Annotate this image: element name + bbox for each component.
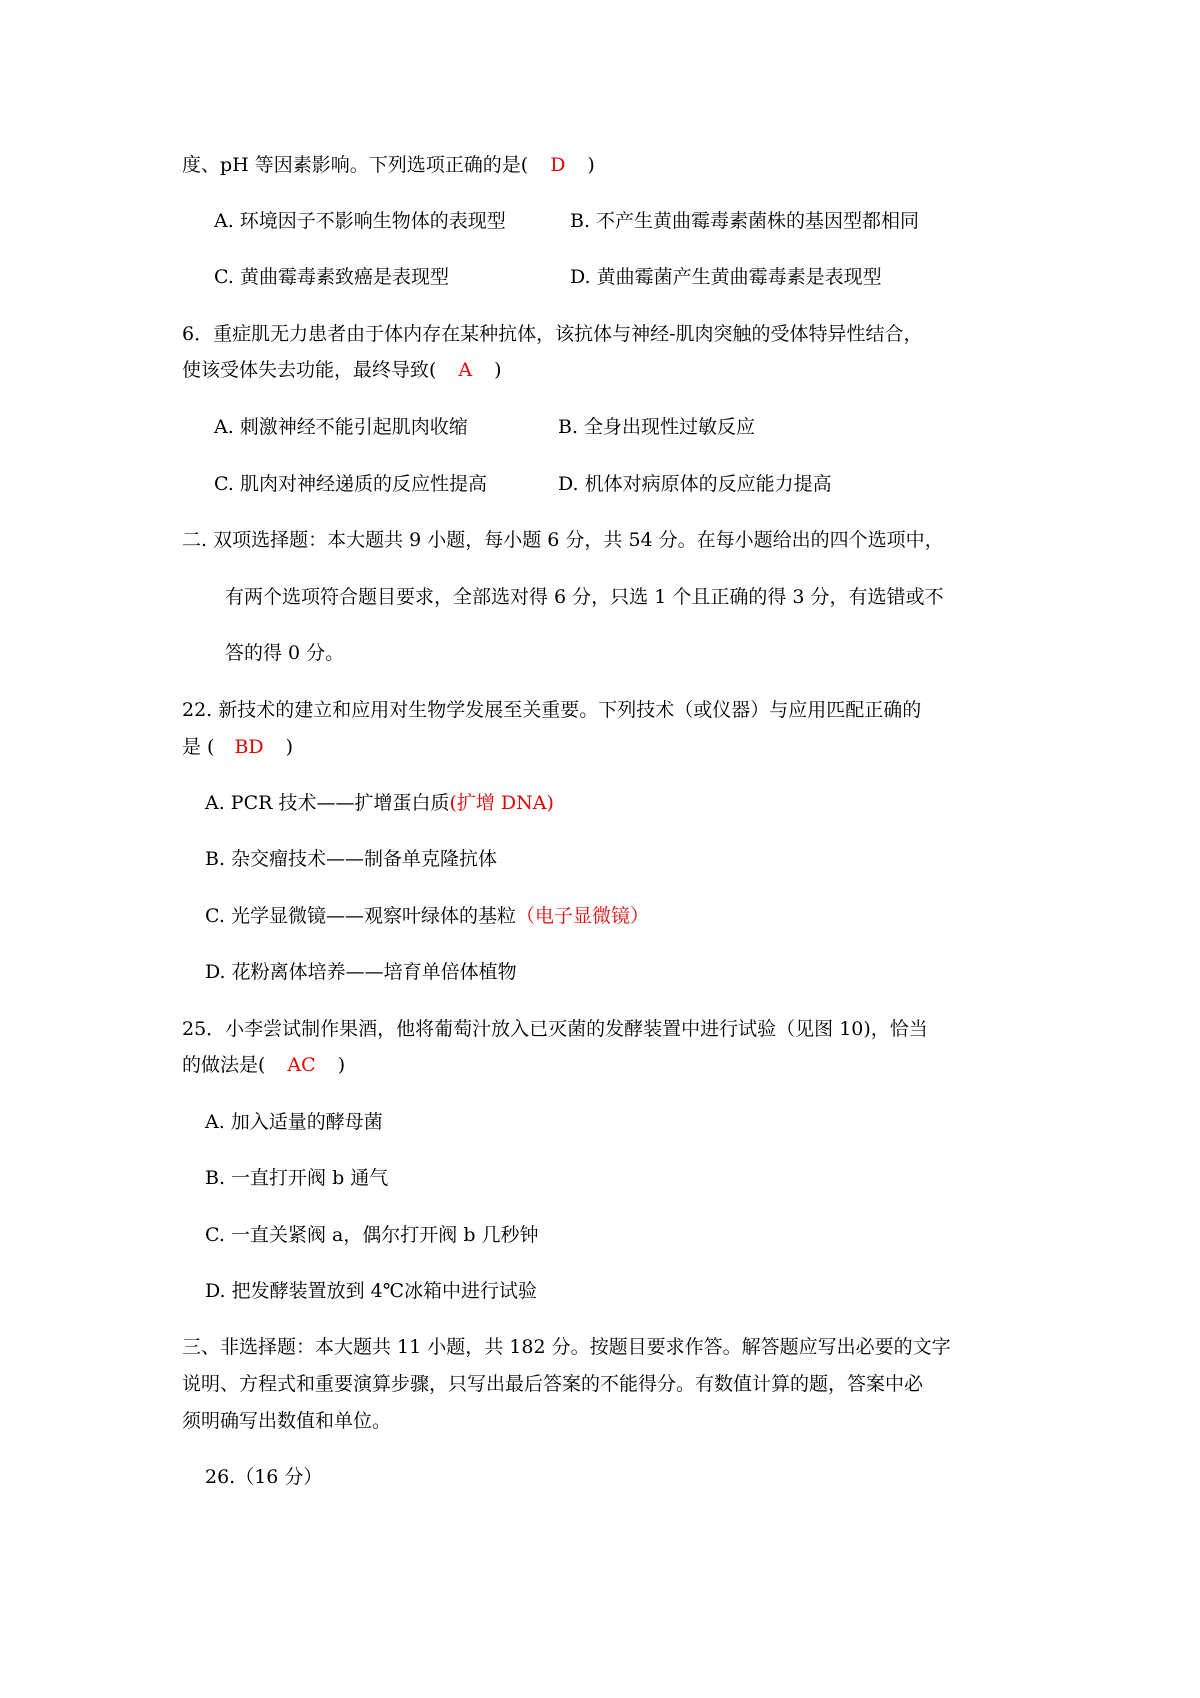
q22-option-a-text: A. PCR 技术——扩增蛋白质 (205, 792, 450, 814)
q25-option-d: D. 把发酵装置放到 4℃冰箱中进行试验 (205, 1280, 538, 1302)
q22-option-c-text: C. 光学显微镜——观察叶绿体的基粒 (205, 905, 516, 927)
q6-option-b: B. 全身出现性过敏反应 (558, 416, 756, 438)
q22-option-c (205, 903, 649, 929)
q6-close: ) (494, 359, 502, 381)
q6-option-d: D. 机体对病原体的反应能力提高 (558, 473, 832, 495)
q5-option-d: D. 黄曲霉菌产生黄曲霉毒素是表现型 (570, 266, 882, 288)
q22-option-c-note: （电子显微镜） (515, 905, 649, 927)
q22-answer: BD (234, 736, 264, 758)
q5-answer: D (550, 154, 566, 176)
q22-stem-text: 是 ( (182, 736, 215, 758)
section2-line2: 有两个选项符合题目要求，全部选对得 6 分，只选 1 个且正确的得 3 分，有选错或不 (225, 586, 944, 608)
q22-option-a-note: (扩增 DNA) (449, 792, 554, 814)
q5-option-b: B. 不产生黄曲霉毒素菌株的基因型都相同 (570, 210, 920, 232)
q25-option-a: A. 加入适量的酵母菌 (205, 1111, 383, 1133)
q25-stem-line1: 25．小李尝试制作果酒，他将葡萄汁放入已灭菌的发酵装置中进行试验（见图 10)，恰当 (182, 1018, 928, 1040)
section3-line1: 三、非选择题：本大题共 11 小题，共 182 分。按题目要求作答。解答题应写出必要的文字 (182, 1336, 951, 1358)
q6-stem-text: 使该受体失去功能，最终导致( (182, 359, 437, 381)
q22-close: ) (285, 736, 294, 758)
q6-answer: A (458, 359, 473, 381)
q25-stem-line2 (182, 1052, 345, 1078)
q25-answer: AC (287, 1054, 316, 1076)
section3-line3: 须明确写出数值和单位。 (182, 1410, 392, 1432)
q5-option-c: C. 黄曲霉毒素致癌是表现型 (214, 266, 449, 288)
q5-option-a: A. 环境因子不影响生物体的表现型 (214, 210, 506, 232)
q22-stem-line2 (182, 734, 293, 760)
section3-line2: 说明、方程式和重要演算步骤，只写出最后答案的不能得分。有数值计算的题，答案中必 (182, 1373, 924, 1395)
q6-option-c: C. 肌肉对神经递质的反应性提高 (214, 473, 487, 495)
section2-line3: 答的得 0 分。 (225, 642, 345, 664)
section2-line1: 二. 双项选择题：本大题共 9 小题，每小题 6 分，共 54 分。在每小题给出的四个选项中， (182, 529, 944, 551)
q5-close: ) (587, 154, 595, 176)
q6-stem-line1: 6．重症肌无力患者由于体内存在某种抗体，该抗体与神经-肌肉突触的受体特异性结合， (182, 323, 923, 345)
q6-stem-line2 (182, 357, 502, 383)
q26-label: 26.（16 分） (205, 1466, 323, 1488)
q6-option-a: A. 刺激神经不能引起肌肉收缩 (214, 416, 468, 438)
q22-stem-line1: 22. 新技术的建立和应用对生物学发展至关重要。下列技术（或仪器）与应用匹配正确的 (182, 699, 922, 721)
q25-option-b: B. 一直打开阀 b 通气 (205, 1167, 389, 1189)
q25-option-c: C. 一直关紧阀 a，偶尔打开阀 b 几秒钟 (205, 1224, 539, 1246)
q25-close: ) (337, 1054, 346, 1076)
q22-option-d: D. 花粉离体培养——培育单倍体植物 (205, 961, 517, 983)
q22-option-b: B. 杂交瘤技术——制备单克隆抗体 (205, 848, 498, 870)
q22-option-a (205, 790, 554, 816)
q5-stem (182, 152, 595, 178)
q25-stem-text: 的做法是( (182, 1054, 266, 1076)
q5-stem-text: 度、pH 等因素影响。下列选项正确的是( (182, 154, 529, 176)
